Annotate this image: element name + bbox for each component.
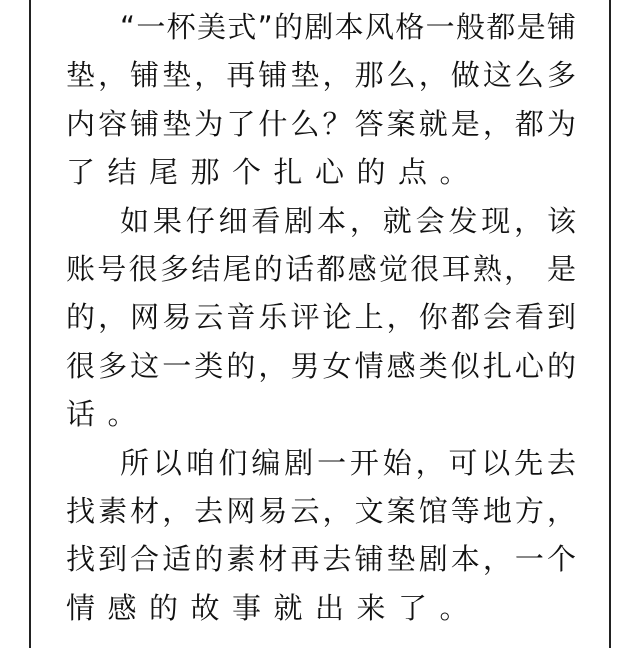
text-line: 的，网易云音乐评论上，你都会看到 (66, 300, 576, 335)
paragraph-2 (66, 197, 576, 439)
text-line: 账号很多结尾的话都感觉很耳熟， 是 (66, 251, 576, 286)
text-line: 找素材，去网易云，文案馆等地方， (66, 493, 576, 528)
text-line: 了结尾那个扎心的点。 (66, 155, 482, 190)
text-line: 垫，铺垫，再铺垫，那么，做这么多 (66, 58, 576, 93)
paragraph-1 (66, 3, 576, 197)
text-line: 话。 (66, 397, 150, 432)
document-body (66, 3, 576, 632)
text-line: 情感的故事就出来了。 (66, 590, 482, 625)
paragraph-3 (66, 439, 576, 633)
text-line: 如果仔细看剧本，就会发现，该 (120, 203, 576, 238)
text-line: 所以咱们编剧一开始，可以先去 (120, 445, 576, 480)
text-line: 内容铺垫为了什么？答案就是，都为 (66, 106, 576, 141)
text-line: 很多这一类的，男女情感类似扎心的 (66, 348, 576, 383)
text-line: “一杯美式”的剧本风格一般都是铺 (120, 10, 576, 44)
text-line: 找到合适的素材再去铺垫剧本，一个 (66, 542, 576, 577)
